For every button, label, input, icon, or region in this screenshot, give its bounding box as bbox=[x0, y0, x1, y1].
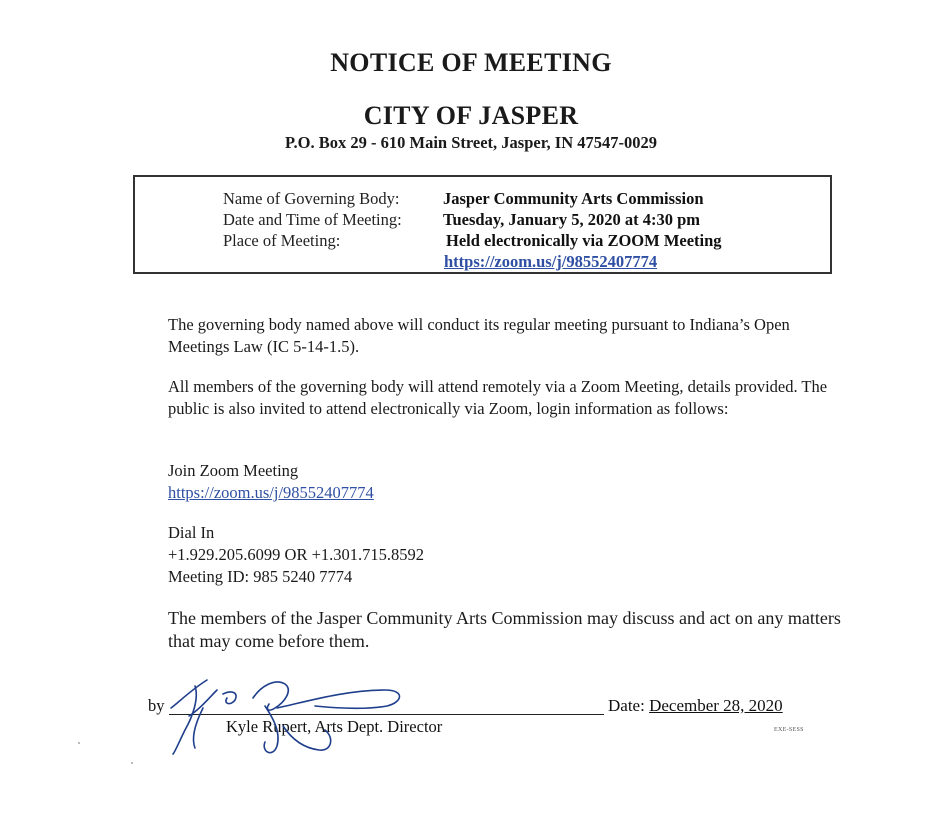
governing-body-value: Jasper Community Arts Commission bbox=[443, 189, 704, 208]
place-value: Held electronically via ZOOM Meeting bbox=[446, 231, 722, 250]
governing-body-label: Name of Governing Body: bbox=[223, 189, 400, 208]
remote-attendance-paragraph: All members of the governing body will attend remotely via a Zoom Meeting, details provided. The public is also invited to attend electronically via Zoom, login information as follows: bbox=[168, 377, 828, 418]
form-code: EXE-SESS bbox=[774, 727, 804, 733]
date-field bbox=[608, 696, 783, 716]
signer-name: Kyle Rupert, Arts Dept. Director bbox=[226, 717, 443, 736]
by-label: by bbox=[148, 696, 165, 715]
notice-title: NOTICE OF MEETING bbox=[330, 48, 612, 77]
date-value: December 28, 2020 bbox=[649, 696, 783, 715]
join-zoom-label: Join Zoom Meeting bbox=[168, 461, 299, 480]
join-zoom-block bbox=[168, 460, 374, 504]
city-title: CITY OF JASPER bbox=[363, 101, 579, 130]
datetime-label: Date and Time of Meeting: bbox=[223, 210, 402, 229]
city-address: P.O. Box 29 - 610 Main Street, Jasper, IN 47547-0029 bbox=[284, 133, 657, 152]
open-meetings-paragraph: The governing body named above will conduct its regular meeting pursuant to Indiana’s Open Meetings Law (IC 5-14-1.5). bbox=[168, 315, 790, 356]
place-label: Place of Meeting: bbox=[223, 231, 341, 250]
handwritten-signature bbox=[165, 668, 415, 760]
dial-in-block bbox=[168, 522, 424, 588]
place-zoom-link[interactable]: https://zoom.us/j/98552407774 bbox=[444, 252, 658, 271]
meeting-id: Meeting ID: 985 5240 7774 bbox=[168, 567, 353, 586]
scan-speck bbox=[78, 742, 80, 744]
dial-in-numbers: +1.929.205.6099 OR +1.301.715.8592 bbox=[168, 545, 425, 564]
datetime-value: Tuesday, January 5, 2020 at 4:30 pm bbox=[443, 210, 701, 229]
join-zoom-link[interactable]: https://zoom.us/j/98552407774 bbox=[168, 483, 374, 502]
discussion-paragraph: The members of the Jasper Community Arts Commission may discuss and act on any matters that may come before them. bbox=[168, 608, 841, 651]
scan-speck bbox=[131, 762, 133, 764]
dial-in-label: Dial In bbox=[168, 523, 215, 542]
date-label: Date: bbox=[608, 696, 645, 715]
